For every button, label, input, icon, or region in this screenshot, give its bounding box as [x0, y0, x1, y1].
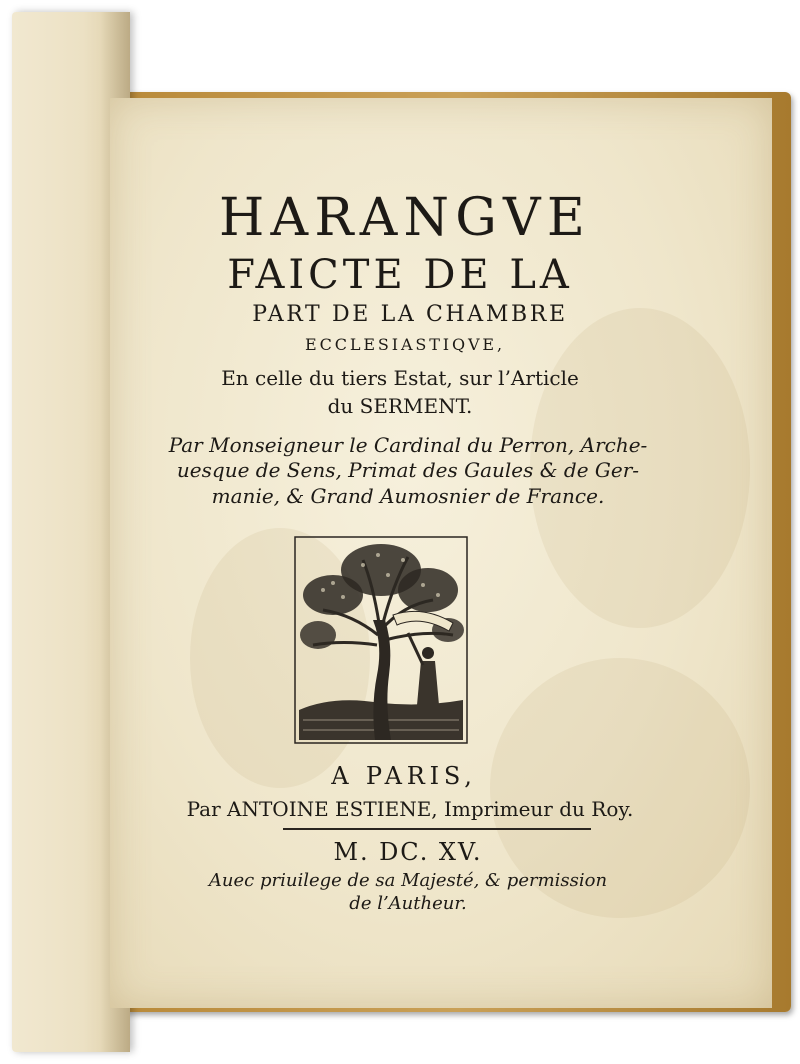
title-line-1: HARANGVE: [218, 188, 592, 248]
woodcut-banner: [393, 611, 453, 631]
title-line-3: PART DE LA CHAMBRE: [252, 302, 568, 327]
privilege-line-2: de l’Autheur.: [349, 893, 467, 914]
imprint-year: M. DC. XV.: [333, 838, 483, 866]
olive-tree-woodcut-icon: [293, 535, 469, 745]
imprint-place: A PARIS,: [331, 762, 477, 790]
privilege-line-1: Auec priuilege de sa Majesté, & permission: [208, 870, 608, 891]
author-line-2: uesque de Sens, Primat des Gaules & de Ger-: [176, 458, 640, 482]
imprint-printer: Par ANTOINE ESTIENE, Imprimeur du Roy.: [186, 797, 634, 821]
title-line-4: ECCLESIASTIQVE,: [305, 335, 505, 354]
author-line-3: manie, & Grand Aumosnier de France.: [211, 484, 605, 508]
author-line-1: Par Monseigneur le Cardinal du Perron, Arche-: [168, 433, 648, 457]
woodcut-figure: [408, 633, 439, 705]
subtitle-line-2: du SERMENT.: [327, 394, 473, 418]
title-line-2: FAICTE DE LA: [227, 252, 573, 298]
imprint-rule: [283, 828, 591, 830]
subtitle-line-1: En celle du tiers Estat, sur l’Article: [221, 366, 579, 390]
